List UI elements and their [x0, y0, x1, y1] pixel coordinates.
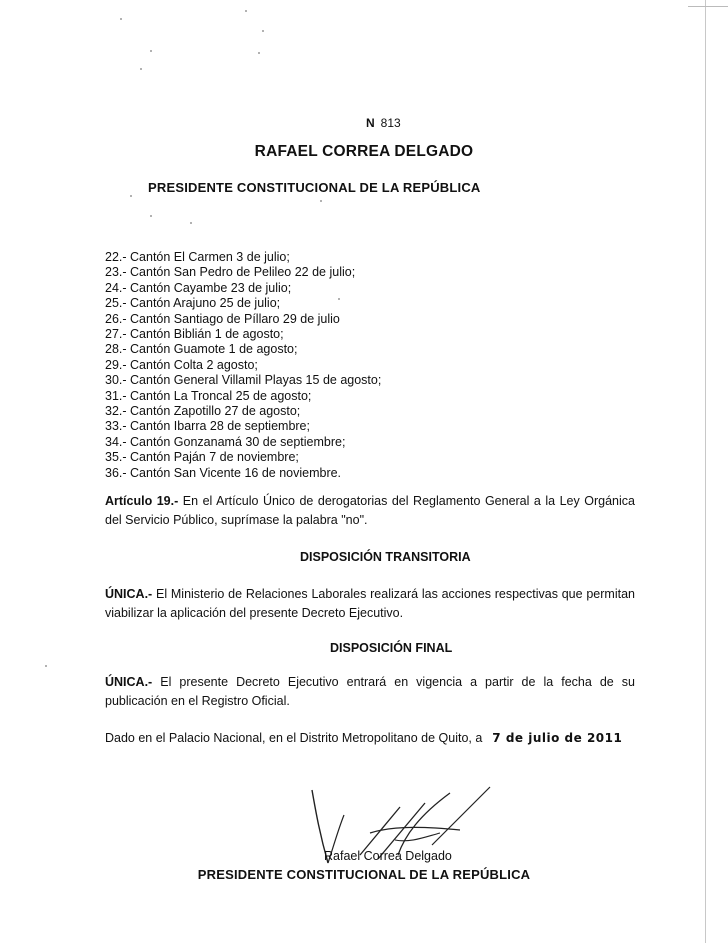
canton-list-item: 32.- Cantón Zapotillo 27 de agosto;	[105, 404, 301, 419]
scan-speck	[150, 215, 152, 217]
canton-list-item: 33.- Cantón Ibarra 28 de septiembre;	[105, 419, 310, 434]
canton-list-item: 24.- Cantón Cayambe 23 de julio;	[105, 280, 292, 295]
signatory-name: Rafael Correa Delgado	[324, 849, 452, 863]
final-provision	[105, 673, 635, 711]
canton-list-item: 34.- Cantón Gonzanamá 30 de septiembre;	[105, 434, 346, 449]
scan-speck	[262, 30, 264, 32]
scan-corner-line	[688, 6, 728, 7]
issued-statement	[105, 731, 622, 745]
article-19-label: Artículo 19.-	[105, 494, 179, 508]
transitional-provision-heading: DISPOSICIÓN TRANSITORIA	[300, 550, 471, 564]
number-value: 813	[380, 116, 401, 130]
final-label: ÚNICA.-	[105, 675, 153, 689]
canton-list	[105, 250, 381, 481]
author-name: RAFAEL CORREA DELGADO	[254, 143, 474, 160]
article-19-text: En el Artículo Único de derogatorias del Reglamento General a la Ley Orgánica del Servicio Público, suprímase la palabra "no".	[105, 494, 635, 527]
final-provision-heading: DISPOSICIÓN FINAL	[330, 641, 453, 655]
transitional-text: El Ministerio de Relaciones Laborales realizará las acciones respectivas que permitan viabilizar la aplicación del presente Decreto Ejecutivo.	[105, 587, 635, 620]
signatory-title: PRESIDENTE CONSTITUCIONAL DE LA REPÚBLICA	[197, 867, 531, 882]
scan-speck	[150, 50, 152, 52]
canton-list-item: 26.- Cantón Santiago de Píllaro 29 de julio	[105, 311, 340, 326]
decree-number	[366, 116, 401, 130]
issued-text: Dado en el Palacio Nacional, en el Distrito Metropolitano de Quito, a	[105, 731, 483, 745]
scan-speck	[140, 68, 142, 70]
canton-list-item: 30.- Cantón General Villamil Playas 15 de agosto;	[105, 373, 382, 388]
scan-speck	[45, 665, 47, 667]
article-19	[105, 492, 635, 530]
author-title: PRESIDENTE CONSTITUCIONAL DE LA REPÚBLICA	[148, 180, 481, 195]
canton-list-item: 23.- Cantón San Pedro de Pelileo 22 de julio;	[105, 265, 356, 280]
canton-list-item: 28.- Cantón Guamote 1 de agosto;	[105, 342, 298, 357]
canton-list-item: 31.- Cantón La Troncal 25 de agosto;	[105, 388, 312, 403]
transitional-provision	[105, 585, 635, 623]
scan-speck	[245, 10, 247, 12]
scan-speck	[120, 18, 122, 20]
scan-speck	[190, 222, 192, 224]
canton-list-item: 27.- Cantón Biblián 1 de agosto;	[105, 327, 284, 342]
issued-date: 7 de julio de 2011	[492, 731, 623, 745]
canton-list-item: 35.- Cantón Paján 7 de noviembre;	[105, 450, 299, 465]
scan-speck	[320, 200, 322, 202]
scan-speck	[258, 52, 260, 54]
canton-list-item: 22.- Cantón El Carmen 3 de julio;	[105, 250, 290, 264]
number-symbol: N	[366, 116, 375, 130]
final-text: El presente Decreto Ejecutivo entrará en vigencia a partir de la fecha de su publicación en el Registro Oficial.	[105, 675, 635, 708]
scan-speck	[130, 195, 132, 197]
canton-list-item: 29.- Cantón Colta 2 agosto;	[105, 357, 258, 372]
transitional-label: ÚNICA.-	[105, 587, 153, 601]
canton-list-item: 25.- Cantón Arajuno 25 de julio;	[105, 296, 281, 311]
canton-list-item: 36.- Cantón San Vicente 16 de noviembre.	[105, 465, 342, 480]
scan-edge-line	[705, 0, 706, 943]
